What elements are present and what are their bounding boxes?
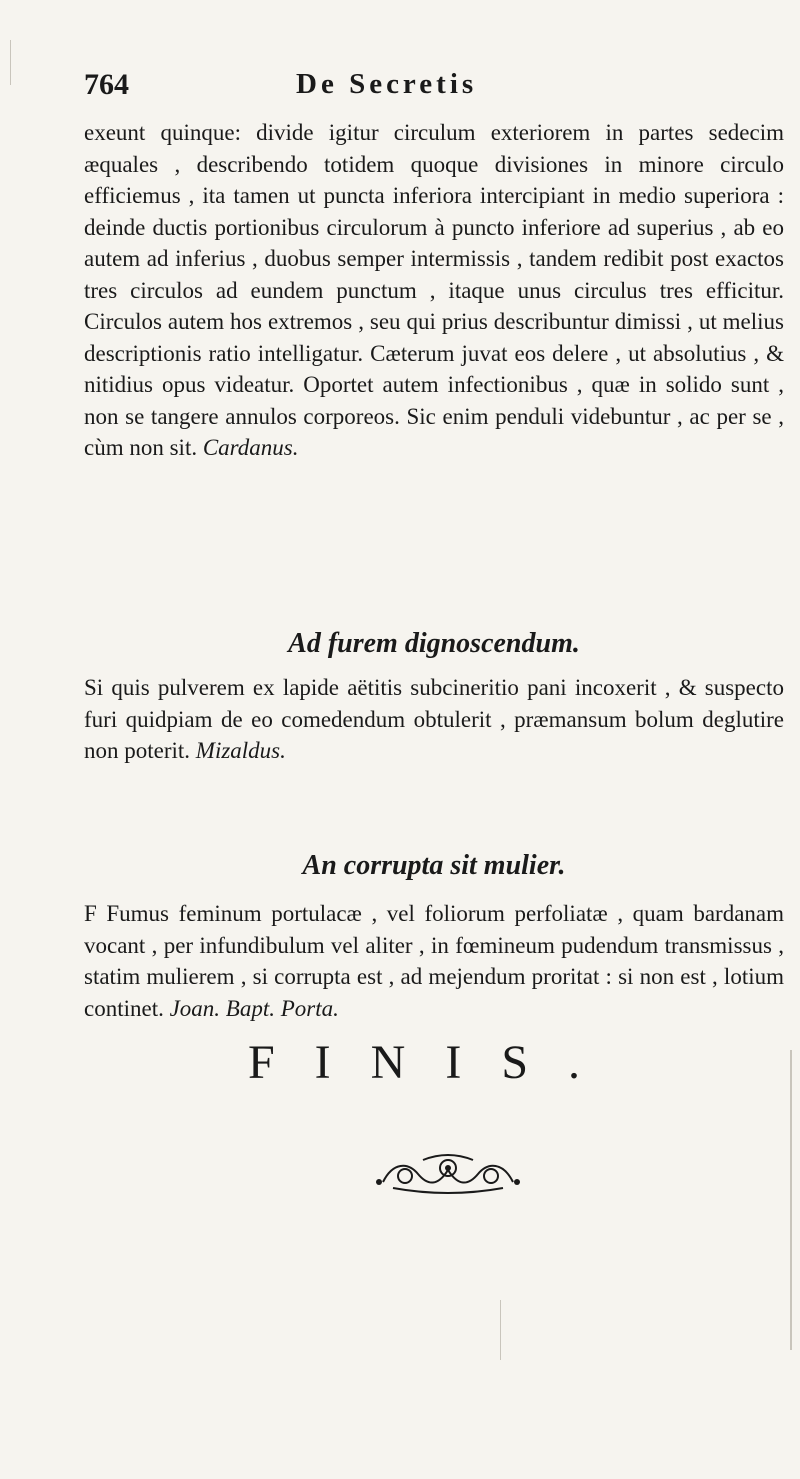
source-citation: Cardanus. [202,435,299,460]
paragraph-woman [84,898,784,1024]
source-citation: Joan. Bapt. Porta. [169,995,339,1021]
marginal-mark: F [84,901,97,926]
page-number: 764 [84,68,129,101]
running-head: De Secretis [296,68,478,100]
paragraph-woman-text: Fumus feminum portulacæ , vel foliorum perfoliatæ , quam bardanam vocant , per infundibulum vel aliter , in fœmineum pudendum transmissus , statim mulierem , si corrupta est , ad mejendum proritat : si non est , lotium continet. [84,901,784,1021]
paragraph-thief-text: Si quis pulverem ex lapide aëtitis subcineritio pani incoxerit , & suspecto furi quidpiam de eo comedendum obtulerit , præmansum bolum deglutire non poterit. [84,675,784,763]
section-heading: Ad furem dignoscendum. [288,628,580,659]
paper-fleck [500,1300,501,1360]
section-heading: An corrupta sit mulier. [302,850,566,881]
paragraph-circles [84,117,784,464]
printer-ornament-icon [373,1152,523,1196]
source-citation: Mizaldus. [195,738,286,763]
finis-mark: FINIS. [247,1036,621,1089]
paper-fleck [790,1050,792,1350]
paper-fleck [10,40,11,85]
paragraph-circles-text: exeunt quinque: divide igitur circulum exteriorem in partes sedecim æquales , describendo totidem quoque divisiones in minore circulo efficiemus , ita tamen ut puncta inferiora intercipiant in medio superiora : deinde ductis portionibus circulorum à puncto inferiore ad superius , ab eo autem ad inferius , duobus semper intermissis , tandem redibit post exactos tres circulos ad eundem punctum , itaque unus circulus tres efficitur. Circulos autem hos extremos , seu qui prius describuntur dimissi , ut melius descriptionis ratio intelligatur. Cæterum juvat eos delere , ut absolutius , & nitidius opus videatur. Oportet autem infectionibus , quæ in solido sunt , non se tangere annulos corporeos. Sic enim penduli videbuntur , ac per se , cùm non sit. [84,120,784,460]
page-header [84,68,724,112]
paragraph-thief [84,672,784,767]
